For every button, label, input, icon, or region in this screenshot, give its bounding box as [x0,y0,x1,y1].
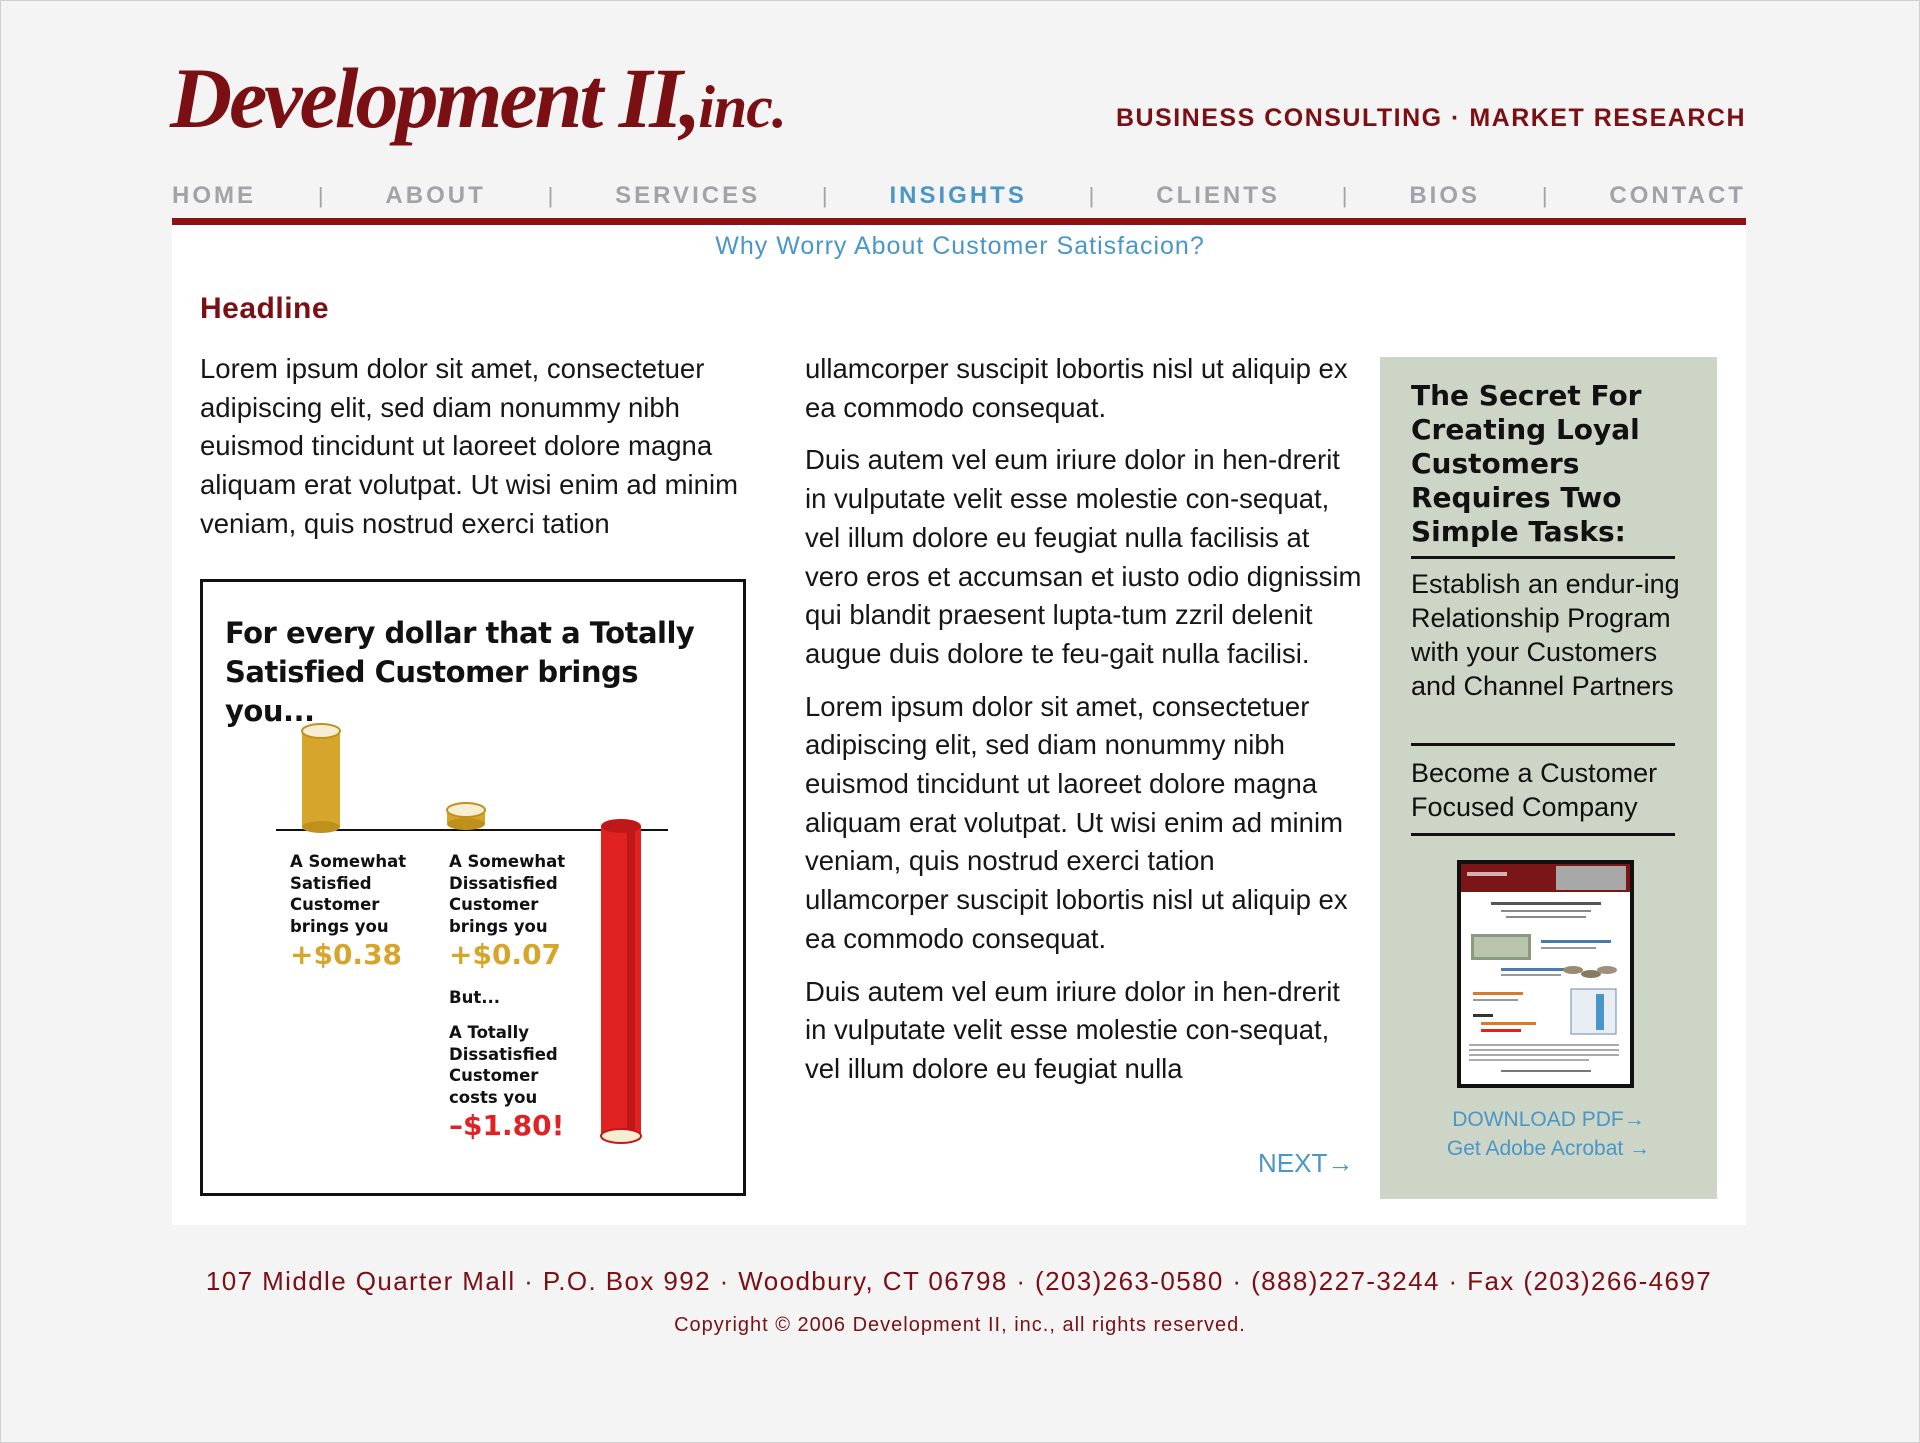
company-logo[interactable] [170,48,786,148]
infographic-title: For every dollar that a Totally Satisfied Customer brings you... [225,616,695,728]
page-subtitle: Why Worry About Customer Satisfacion? [715,232,1205,260]
totally-dissatisfied-label: A Totally Dissatisfied Customer costs you [449,1023,558,1107]
pdf-preview-image [1461,864,1630,1084]
somewhat-dissatisfied-coin [447,803,485,830]
nav-separator: | [821,183,828,208]
article-headline: Headline [200,292,330,325]
sidebar-divider [1411,556,1675,559]
sidebar-divider [1411,743,1675,746]
nav-separator: | [547,183,554,208]
but-label: But... [449,988,501,1007]
sidebar-title: The Secret For Creating Loyal Customers Requires Two Simple Tasks: [1411,379,1642,548]
somewhat-satisfied-cylinder [302,724,340,833]
paragraph: Duis autem vel eum iriure dolor in hen-drerit in vulputate velit esse molestie con-sequat, vel illum dolore eu feugiat nulla [805,975,1340,1084]
paragraph: ullamcorper suscipit lobortis nisl ut aliquip ex ea commodo consequat. [805,353,1348,423]
nav-insights[interactable]: INSIGHTS [889,182,1027,209]
sidebar-divider [1411,833,1675,836]
totally-dissatisfied-cylinder [601,819,641,1143]
pdf-thumbnail[interactable] [1457,860,1634,1088]
nav-bios[interactable]: BIOS [1409,182,1480,209]
sidebar [1380,357,1717,1199]
sidebar-item-customer-focused[interactable]: Become a Customer Focused Company [1411,758,1658,822]
paragraph: Duis autem vel eum iriure dolor in hen-drerit in vulputate velit esse molestie con-sequat, vel illum dolore eu feugiat nulla facilisis at vero eros et accumsan et iusto odio dignissim qui blandit praesent lupta-tum zzril delenit augue duis dolore te feu-gait nulla facilisi. [805,444,1362,669]
article-column-1: Lorem ipsum dolor sit amet, consectetuer adipiscing elit, sed diam nonummy nibh euismod tincidunt ut laoreet dolore magna aliquam erat volutpat. Ut wisi enim ad minim veniam, quis nostrud exerci tation [200,353,738,539]
logo-main: Development II, [170,50,699,146]
nav-separator: | [317,183,324,208]
somewhat-satisfied-value: +$0.38 [290,938,403,971]
somewhat-dissatisfied-value: +$0.07 [449,938,562,971]
tagline: BUSINESS CONSULTING · MARKET RESEARCH [1115,104,1746,132]
next-link[interactable]: NEXT→ [1258,1148,1354,1178]
get-adobe-acrobat-link[interactable]: Get Adobe Acrobat → [1446,1137,1651,1160]
nav-home[interactable]: HOME [172,182,256,209]
nav-services[interactable]: SERVICES [615,182,761,209]
nav-contact[interactable]: CONTACT [1609,182,1746,209]
main-nav [172,178,1746,214]
nav-separator: | [1088,183,1095,208]
nav-separator: | [1341,183,1348,208]
nav-about[interactable]: ABOUT [385,182,486,209]
footer-copyright: Copyright © 2006 Development II, inc., all rights reserved. [674,1314,1246,1336]
somewhat-satisfied-label: A Somewhat Satisfied Customer brings you [290,852,407,936]
nav-separator: | [1541,183,1548,208]
nav-clients[interactable]: CLIENTS [1156,182,1280,209]
sidebar-item-relationship-program[interactable]: Establish an endur-ing Relationship Program with your Customers and Channel Partners [1411,569,1680,701]
paragraph: Lorem ipsum dolor sit amet, consectetuer adipiscing elit, sed diam nonummy nibh euismod tincidunt ut laoreet dolore magna aliquam erat volutpat. Ut wisi enim ad minim veniam, quis nostrud exerci tation ullamcorper suscipit lobortis nisl ut aliquip ex ea commodo consequat. [805,690,1348,954]
nav-divider [172,218,1746,225]
totally-dissatisfied-value: –$1.80! [449,1109,565,1142]
article-column-2 [805,350,1365,1103]
satisfaction-infographic [200,579,746,1196]
footer-address: 107 Middle Quarter Mall · P.O. Box 992 · Woodbury, CT 06798 · (203)263-0580 · (888)227-3244 · Fax (203)266-4697 [205,1266,1713,1296]
somewhat-dissatisfied-label: A Somewhat Dissatisfied Customer brings you [449,852,566,936]
download-pdf-link[interactable]: DOWNLOAD PDF→ [1452,1108,1645,1131]
logo-suffix: inc. [698,74,786,140]
